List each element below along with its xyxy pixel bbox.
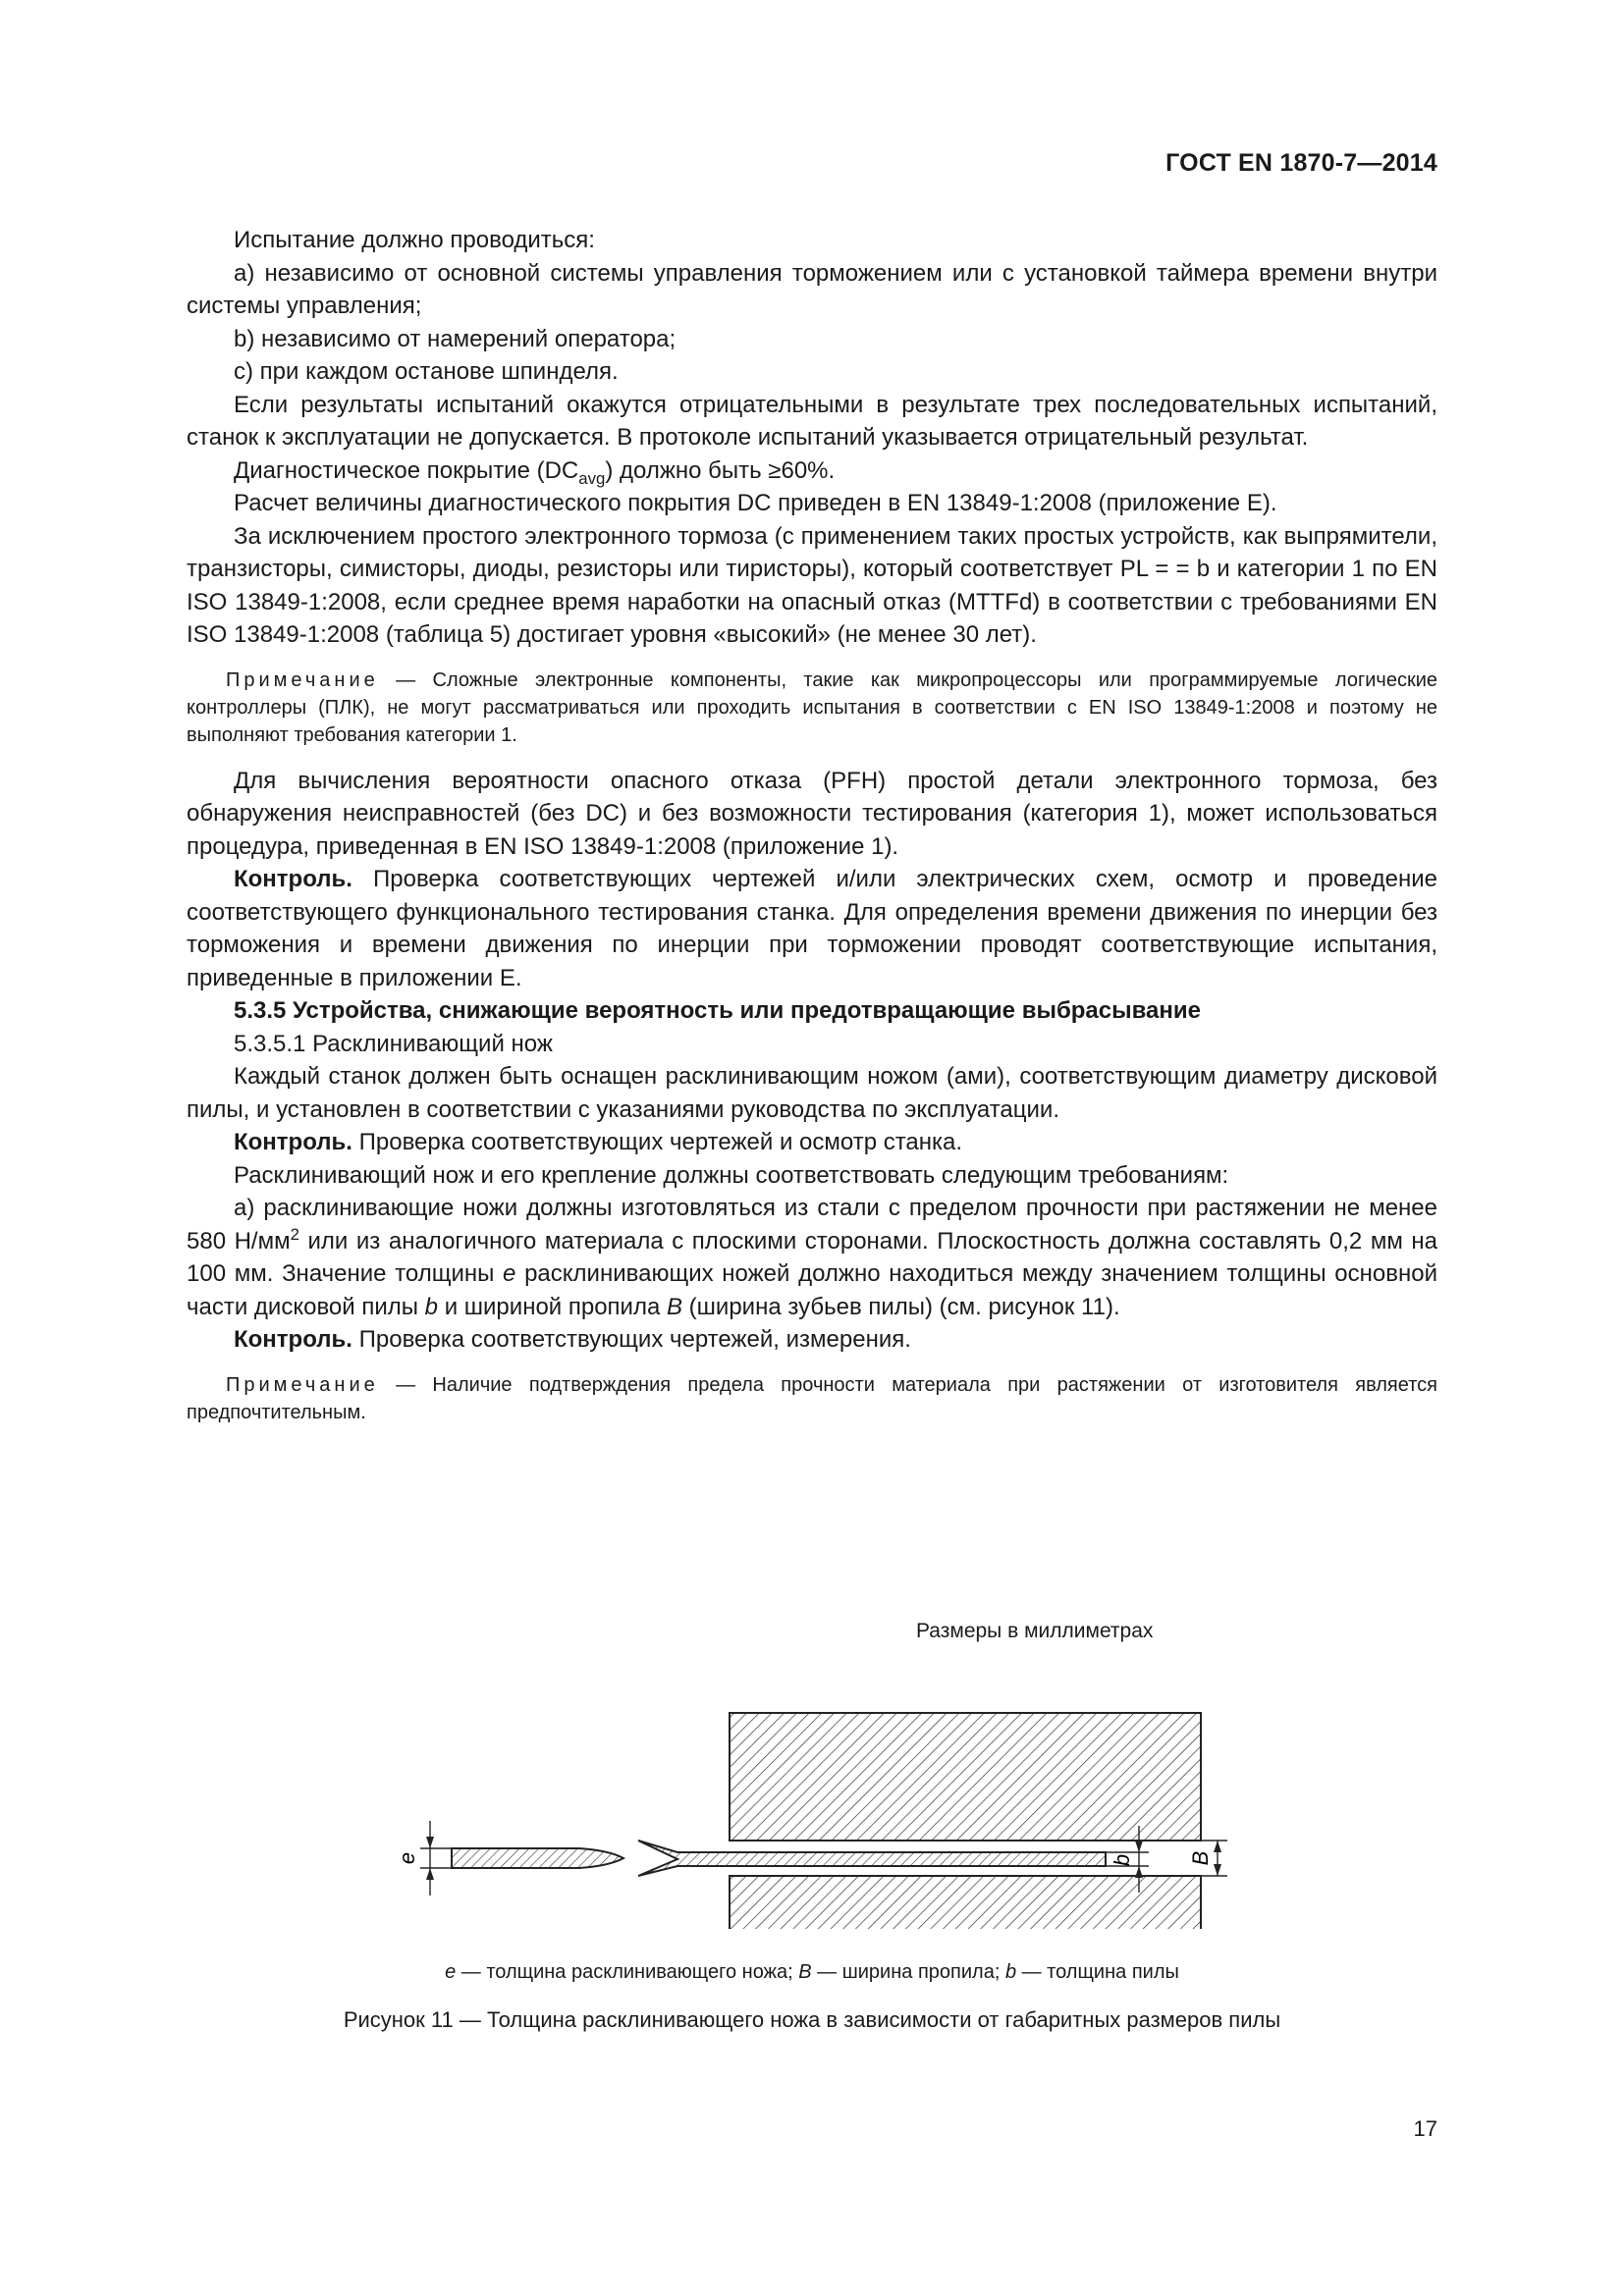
variable-e: e xyxy=(503,1260,516,1287)
text-span: a) расклинивающие ножи должны изготовляться из стали с пределом прочности при растяжении не менее 580 Н/мм xyxy=(187,1195,1437,1255)
paragraph-control xyxy=(187,1126,1437,1159)
paragraph: Для вычисления вероятности опасного отказа (PFH) простой детали электронного тормоза, без обнаружения неисправностей (без DC) и без возможности тестирования (категория 1), может использоваться процедура, приведенная в EN ISO 13849-1:2008 (приложение 1). xyxy=(187,767,1437,860)
document-id-header: ГОСТ EN 1870-7—2014 xyxy=(1165,149,1437,177)
section-heading-5-3-5: 5.3.5 Устройства, снижающие вероятность или предотвращающие выбрасывание xyxy=(234,997,1201,1024)
note-label: Примечание xyxy=(226,668,379,691)
legend-text: — толщина пилы xyxy=(1016,1961,1179,1983)
text-span: (ширина зубьев пилы) (см. рисунок 11). xyxy=(682,1293,1120,1320)
legend-var-B: B xyxy=(798,1961,812,1983)
note-text: — Сложные электронные компоненты, такие как микропроцессоры или программируемые логические контроллеры (ПЛК), не могут рассматриваться или проходить испытания в соответствии с EN ISO 13849-1:2008 и поэтому не выполняют требования категории 1. xyxy=(187,668,1437,746)
figure-caption: Рисунок 11 — Толщина расклинивающего ножа в зависимости от габаритных размеров пилы xyxy=(343,2007,1281,2032)
variable-b: b xyxy=(424,1293,439,1320)
paragraph-control xyxy=(187,863,1437,994)
legend-text: — ширина пропила; xyxy=(811,1961,1005,1983)
note-2 xyxy=(187,1371,1437,1426)
list-item-c: c) при каждом останове шпинделя. xyxy=(234,358,619,385)
text-span: или из аналогичного материала с плоскими сторонами. Плоскостность должна составлять 0,2 мм на 100 мм. Значение толщины xyxy=(187,1227,1437,1287)
dimensions-note: Размеры в миллиметрах xyxy=(916,1620,1154,1642)
lower-workpiece xyxy=(730,1876,1201,1929)
subsection-heading-5-3-5-1: 5.3.5.1 Расклинивающий нож xyxy=(234,1030,553,1057)
riving-knife xyxy=(452,1848,623,1868)
text-span: Проверка соответствующих чертежей и/или электрических схем, осмотр и проведение соответствующего функционального тестирования станка. Для определения времени движения по инерции без торможения и времени движения по инерции при торможении проводят соответствующие испытания, приведенные в приложении E. xyxy=(187,866,1437,991)
text-span: ) должно быть ≥60%. xyxy=(605,456,836,484)
figure-legend xyxy=(0,1961,1624,1984)
list-item-b: b) независимо от намерений оператора; xyxy=(234,325,677,352)
paragraph: Каждый станок должен быть оснащен расклинивающим ножом (ами), соответствующим диаметру дисковой пилы, и установлен в соответствии с указаниями руководства по эксплуатации. xyxy=(187,1063,1437,1123)
legend-text: — толщина расклинивающего ножа; xyxy=(456,1961,799,1983)
subscript: avg xyxy=(578,468,606,488)
control-label: Контроль. xyxy=(234,866,352,892)
text-span: Проверка соответствующих чертежей, измерения. xyxy=(352,1326,911,1353)
paragraph-dc-coverage xyxy=(187,454,1437,488)
legend-var-b: b xyxy=(1004,1961,1017,1983)
control-label: Контроль. xyxy=(234,1326,352,1353)
label-e: e xyxy=(395,1851,419,1865)
paragraph: За исключением простого электронного тормоза (с применением таких простых устройств, как выпрямители, транзисторы, симисторы, диоды, резисторы или тиристоры), который соответствует PL = = b и категории 1 по EN ISO 13849-1:2008, если среднее время наработки на опасный отказ (MTTFd) в соответствии с требованиями EN ISO 13849-1:2008 (таблица 5) достигает уровня «высокий» (не менее 30 лет). xyxy=(187,522,1437,648)
variable-B: B xyxy=(666,1293,682,1320)
legend-var-e: e xyxy=(445,1961,457,1983)
text-span: Проверка соответствующих чертежей и осмотр станка. xyxy=(352,1129,963,1155)
paragraph: Расклинивающий нож и его крепление должны соответствовать следующим требованиям: xyxy=(234,1161,1229,1189)
text-span: и шириной пропила xyxy=(438,1293,667,1320)
paragraph-control xyxy=(187,1323,1437,1357)
page-number: 17 xyxy=(1413,2116,1437,2141)
paragraph: Расчет величины диагностического покрытия DC приведен в EN 13849-1:2008 (приложение E). xyxy=(234,490,1277,516)
control-label: Контроль. xyxy=(234,1129,352,1155)
text-span: Диагностическое покрытие (DC xyxy=(234,456,579,484)
label-b: b xyxy=(1110,1853,1134,1867)
list-item-a: a) независимо от основной системы управления торможением или с установкой таймера времени внутри системы управления; xyxy=(187,259,1437,319)
note-text: — Наличие подтверждения предела прочности материала при растяжении от изготовителя является предпочтительным. xyxy=(187,1373,1437,1423)
paragraph: Испытание должно проводиться: xyxy=(234,227,595,253)
upper-workpiece xyxy=(730,1713,1201,1841)
superscript: 2 xyxy=(290,1224,299,1244)
list-item-a-requirements xyxy=(187,1192,1437,1323)
paragraph: Если результаты испытаний окажутся отрицательными в результате трех последовательных испытаний, станок к эксплуатации не допускается. В протоколе испытаний указывается отрицательный результат. xyxy=(187,391,1437,451)
label-B: B xyxy=(1188,1850,1213,1866)
text-span: расклинивающих ножей должно находиться между значением толщины основной части дисковой пилы xyxy=(187,1260,1437,1320)
note-1 xyxy=(187,667,1437,749)
riving-knife-diagram xyxy=(344,1703,1227,1929)
note-label: Примечание xyxy=(226,1373,379,1396)
main-text xyxy=(187,224,1437,1442)
